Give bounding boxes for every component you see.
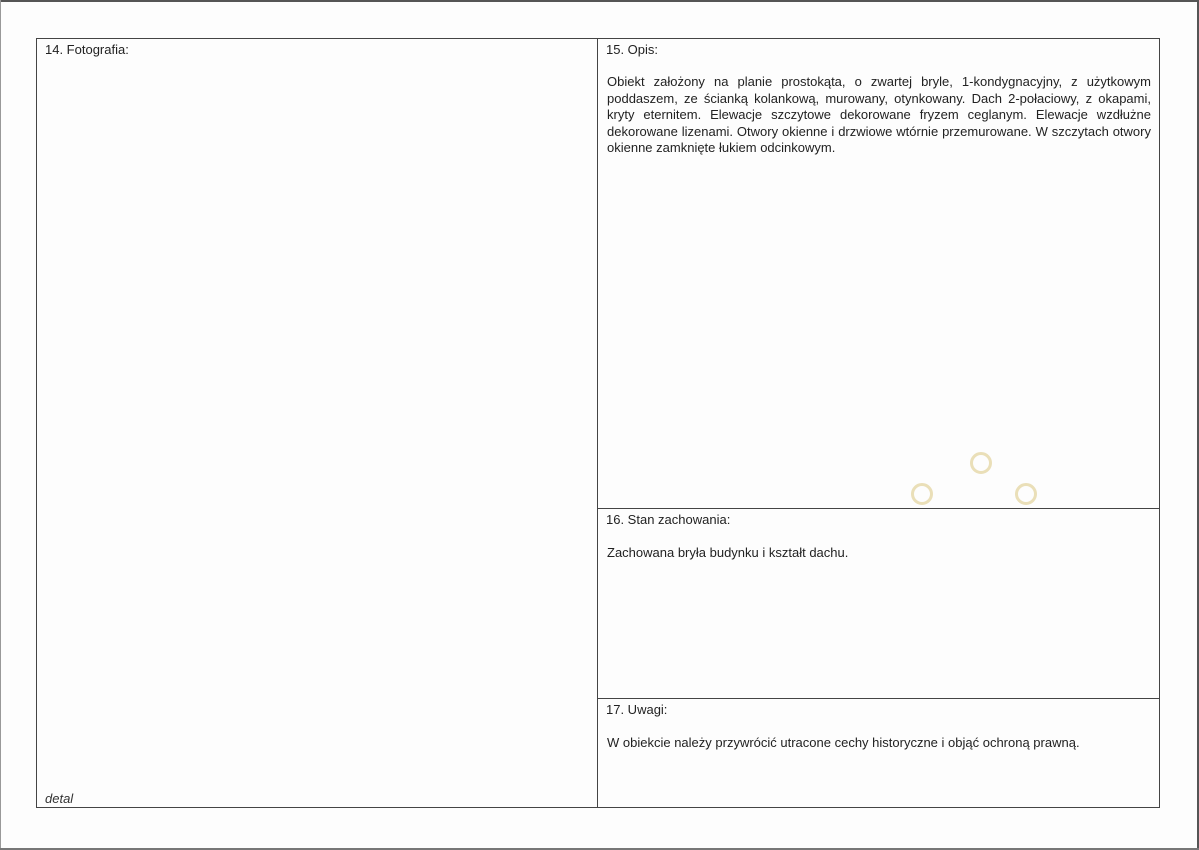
photo-caption: detal	[45, 791, 74, 806]
description-section	[598, 39, 1159, 509]
stain-mark	[970, 452, 992, 474]
condition-section	[598, 509, 1159, 699]
stain-mark	[911, 483, 933, 505]
photo-label: 14. Fotografia:	[45, 42, 129, 57]
description-label: 15. Opis:	[606, 42, 659, 57]
condition-label: 16. Stan zachowania:	[606, 512, 731, 527]
remarks-label: 17. Uwagi:	[606, 702, 668, 717]
description-text: Obiekt założony na planie prostokąta, o zwartej bryle, 1-kondygnacyjny, z użytkowym poddaszem, ze ścianką kolankową, murowany, otynkowany. Dach 2-połaciowy, z okapami, kryty eternitem. Elewacje szczytowe dekorowane fryzem ceglanym. Elewacje wzdłużne dekorowane lizenami. Otwory okienne i drzwiowe wtórnie przemurowane. W szczytach otwory okienne zamknięte łukiem odcinkowym.	[607, 74, 1151, 155]
page-edge-top	[0, 0, 1199, 2]
photo-section	[37, 39, 598, 807]
stain-mark	[1015, 483, 1037, 505]
page-edge-left	[0, 0, 1, 850]
remarks-section	[598, 699, 1159, 807]
record-form-table	[36, 38, 1160, 808]
condition-text: Zachowana bryła budynku i kształt dachu.	[607, 545, 849, 560]
remarks-text: W obiekcie należy przywrócić utracone cechy historyczne i objąć ochroną prawną.	[607, 735, 1080, 750]
